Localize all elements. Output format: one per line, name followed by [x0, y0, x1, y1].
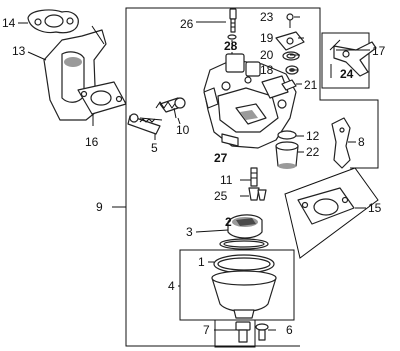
part-12-o-ring [278, 131, 296, 139]
part-15-gasket [298, 188, 354, 224]
part-8-float [332, 118, 350, 168]
callout-27: 27 [214, 151, 228, 165]
callout-24: 24 [340, 67, 354, 81]
part-2-seal [220, 239, 268, 249]
callout-23: 23 [260, 10, 274, 24]
part-5-pilot-screw [128, 114, 162, 134]
callout-16: 16 [85, 135, 99, 149]
callout-3: 3 [186, 225, 193, 239]
callout-20: 20 [260, 48, 274, 62]
callout-28: 28 [224, 39, 238, 53]
callout-10: 10 [176, 123, 190, 137]
part-22-jet-holder [276, 142, 298, 169]
part-19-cover [276, 32, 304, 50]
part-4-float-bowl [212, 271, 276, 318]
callout-13: 13 [12, 44, 26, 58]
callout-25: 25 [214, 189, 228, 203]
part-7-bowl-bolt [236, 322, 250, 342]
callout-18: 18 [260, 63, 274, 77]
callout-19: 19 [260, 31, 274, 45]
callout-11: 11 [220, 173, 233, 187]
callout-4: 4 [168, 279, 175, 293]
callout-5: 5 [151, 141, 158, 155]
part-1-bowl-gasket [214, 255, 274, 273]
callout-7: 7 [203, 323, 210, 337]
callout-17: 17 [372, 44, 386, 58]
part-26-drain-screw [230, 9, 236, 32]
part-10-throttle-stop-screw [156, 98, 185, 118]
callout-8: 8 [358, 135, 365, 149]
callout-14: 14 [2, 16, 16, 30]
callout-9: 9 [96, 200, 103, 214]
callout-22: 22 [306, 145, 320, 159]
callout-1: 1 [198, 255, 205, 269]
part-3-float-pin-holder [228, 215, 262, 238]
callout-2: 2 [225, 215, 232, 229]
callout-15: 15 [368, 201, 382, 215]
callout-26: 26 [180, 17, 194, 31]
part-23-screw [287, 14, 293, 28]
callout-21: 21 [304, 78, 318, 92]
callout-12: 12 [306, 129, 320, 143]
part-14-insulator-gasket [28, 10, 78, 33]
part-25-main-jet [249, 188, 266, 200]
part-11-emulsion-tube [251, 168, 257, 186]
part-6-washer [256, 324, 268, 340]
callout-6: 6 [286, 323, 293, 337]
part-20-washer [283, 52, 299, 60]
